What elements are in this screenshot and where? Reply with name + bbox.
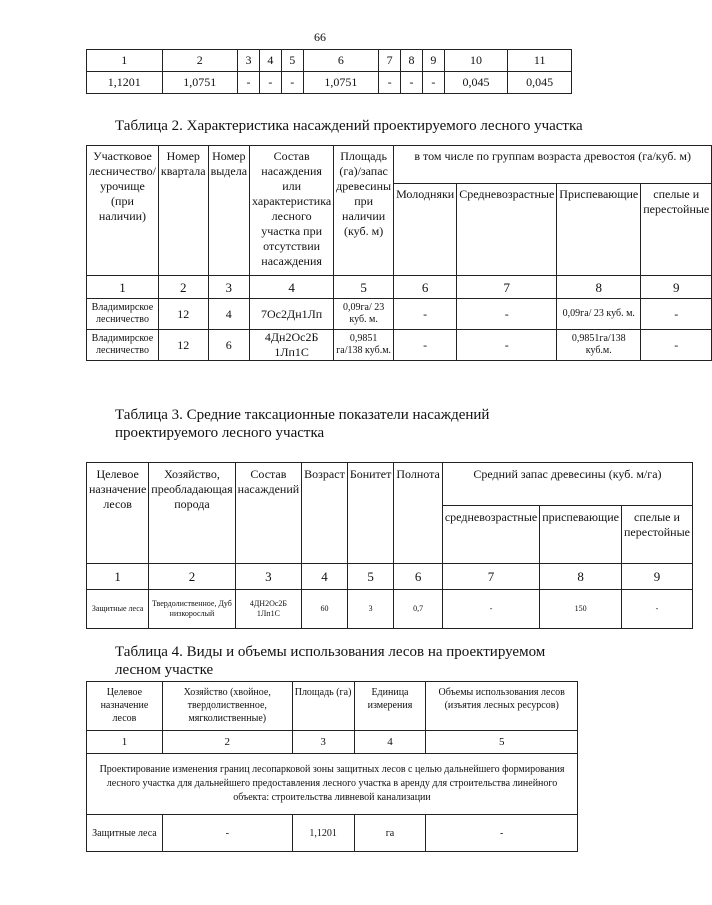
table-cell: - (641, 299, 712, 330)
table-row (87, 815, 578, 852)
table-cell: 8 (401, 50, 423, 72)
table-cell: - (162, 815, 292, 852)
table-header-row (87, 463, 693, 506)
column-header: Полнота (394, 463, 442, 564)
table-cell: - (641, 330, 712, 361)
table-cell: - (281, 72, 303, 94)
table-cell: Защитные леса (87, 815, 163, 852)
column-header: Целевое назначение лесов (87, 682, 163, 731)
column-header: Площадь (га) (292, 682, 354, 731)
column-header: Участковое лесничество/урочище (при наличии) (87, 146, 159, 276)
column-group-header: Средний запас древесины (куб. м/га) (442, 463, 692, 506)
table-cell: 0,9851га/138 куб.м. (557, 330, 641, 361)
table-cell: 3 (292, 731, 354, 754)
table-cell: 4ДН2Ос2Б 1Лп1С (235, 590, 302, 629)
column-header: спелые и перестойные (641, 184, 712, 276)
column-header: Возраст (302, 463, 348, 564)
table-cell: 3 (238, 50, 260, 72)
table-cell: 1 (87, 564, 149, 590)
table-header-row (87, 50, 572, 72)
column-header: Единица измерения (354, 682, 426, 731)
table-cell: 9 (621, 564, 692, 590)
column-header: Хозяйство, преобладающая порода (149, 463, 235, 564)
table-cell: - (457, 299, 557, 330)
table-number-row (87, 564, 693, 590)
table-cell: 2 (162, 731, 292, 754)
table-cell: 12 (158, 330, 208, 361)
table-cell: 1 (87, 50, 163, 72)
column-header: Целевое назначение лесов (87, 463, 149, 564)
table-cell: 0,09га/ 23 куб. м. (334, 299, 394, 330)
continuation-table (86, 49, 572, 94)
table-cell: Защитные леса (87, 590, 149, 629)
table-cell: 6 (394, 276, 457, 299)
table-cell: - (394, 299, 457, 330)
table4-caption: Таблица 4. Виды и объемы использования лесов на проектируемом лесном участке (115, 644, 546, 678)
table-cell: 0,045 (444, 72, 508, 94)
table-header-row (87, 146, 712, 184)
table-cell: 1 (87, 276, 159, 299)
table-cell: - (238, 72, 260, 94)
table-cell: - (401, 72, 423, 94)
table-cell: 150 (540, 590, 622, 629)
table-row (87, 330, 712, 361)
table-cell: 2 (149, 564, 235, 590)
table-cell: 60 (302, 590, 348, 629)
table-row (87, 72, 572, 94)
table-cell: - (426, 815, 578, 852)
column-header: средневозрастные (442, 506, 539, 564)
table-cell: 2 (158, 276, 208, 299)
table-cell: Владимирское лесничество (87, 299, 159, 330)
table-cell: 1,1201 (292, 815, 354, 852)
table-cell: 4 (354, 731, 426, 754)
table-cell: Твердолиственное, Дуб низкорослый (149, 590, 235, 629)
column-header: Средневозрастные (457, 184, 557, 276)
table-number-row (87, 276, 712, 299)
table-row (87, 299, 712, 330)
table-cell: - (259, 72, 281, 94)
table-cell: 9 (422, 50, 444, 72)
table4 (86, 681, 578, 852)
table-cell: 6 (303, 50, 379, 72)
table-cell: 1 (87, 731, 163, 754)
table-cell: - (442, 590, 539, 629)
table-cell: 7 (442, 564, 539, 590)
table-cell: 3 (208, 276, 249, 299)
table-cell: 1,0751 (303, 72, 379, 94)
column-header: Состав насаждений (235, 463, 302, 564)
column-header: Молодняки (394, 184, 457, 276)
table-cell: - (621, 590, 692, 629)
page-number: 66 (314, 30, 326, 44)
table-cell: га (354, 815, 426, 852)
column-header: Номер квартала (158, 146, 208, 276)
table-cell: - (379, 72, 401, 94)
table-row (87, 590, 693, 629)
column-group-header: в том числе по группам возраста древостоя (га/куб. м) (394, 146, 712, 184)
column-header: Хозяйство (хвойное, твердолиственное, мягколиственные) (162, 682, 292, 731)
table-cell: 4 (259, 50, 281, 72)
table-cell: 4Дн2Ос2Б 1Лп1С (250, 330, 334, 361)
table-cell: 0,045 (508, 72, 572, 94)
table-header-row (87, 682, 578, 731)
column-header: Бонитет (347, 463, 394, 564)
table3 (86, 462, 693, 629)
table-cell: 0,9851 га/138 куб.м. (334, 330, 394, 361)
table-cell: Владимирское лесничество (87, 330, 159, 361)
column-header: приспевающие (540, 506, 622, 564)
table-cell: 5 (334, 276, 394, 299)
table-cell: 7 (379, 50, 401, 72)
purpose-description: Проектирование изменения границ лесопарковой зоны защитных лесов с целью дальнейшего формирования лесного участка для дальнейшего предоставления лесного участка в аренду для строительства линейного объекта: строительства ливневой канализации (87, 754, 578, 815)
table3-caption: Таблица 3. Средние таксационные показатели насаждений проектируемого лесного участка (115, 407, 490, 441)
table-cell: - (394, 330, 457, 361)
table-cell: 2 (162, 50, 238, 72)
table-cell: 11 (508, 50, 572, 72)
table-cell: 3 (235, 564, 302, 590)
table-cell: 7Ос2Дн1Лп (250, 299, 334, 330)
table-cell: 12 (158, 299, 208, 330)
table-cell: 5 (426, 731, 578, 754)
table-cell: 7 (457, 276, 557, 299)
table-cell: 4 (208, 299, 249, 330)
table-cell: 4 (302, 564, 348, 590)
column-header: спелые и перестойные (621, 506, 692, 564)
table-cell: - (457, 330, 557, 361)
table-cell: 1,1201 (87, 72, 163, 94)
table-cell: 9 (641, 276, 712, 299)
column-header: Приспевающие (557, 184, 641, 276)
table-cell: 3 (347, 590, 394, 629)
column-header: Номер выдела (208, 146, 249, 276)
table2-caption: Таблица 2. Характеристика насаждений проектируемого лесного участка (115, 118, 583, 134)
table-cell: - (422, 72, 444, 94)
column-header: Площадь (га)/запас древесины при наличии (куб. м) (334, 146, 394, 276)
table-cell: 0,7 (394, 590, 442, 629)
table-cell: 0,09га/ 23 куб. м. (557, 299, 641, 330)
table-cell: 8 (540, 564, 622, 590)
column-header: Состав насаждения или характеристика лесного участка при отсутствии насаждения (250, 146, 334, 276)
table2 (86, 145, 712, 361)
table-cell: 4 (250, 276, 334, 299)
column-header: Объемы использования лесов (изъятия лесных ресурсов) (426, 682, 578, 731)
table-cell: 5 (347, 564, 394, 590)
table-cell: 6 (208, 330, 249, 361)
table-cell: 8 (557, 276, 641, 299)
table-number-row (87, 731, 578, 754)
table-cell: 5 (281, 50, 303, 72)
table-span-row (87, 754, 578, 815)
table-cell: 6 (394, 564, 442, 590)
table-cell: 1,0751 (162, 72, 238, 94)
table-cell: 10 (444, 50, 508, 72)
